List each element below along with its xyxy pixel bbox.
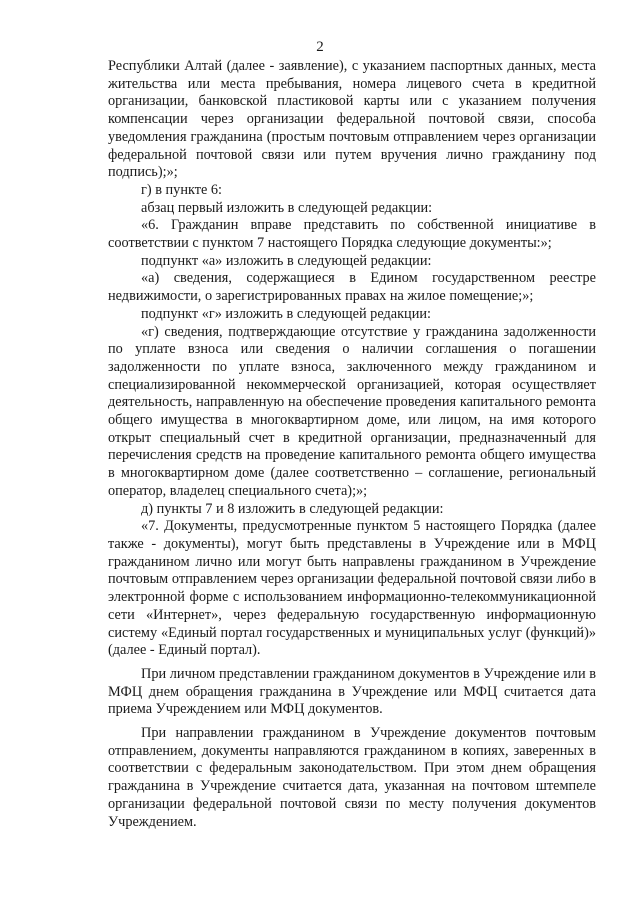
paragraph-5: подпункт «а» изложить в следующей редакции: <box>141 252 432 269</box>
page-number: 2 <box>316 39 324 55</box>
paragraph-6: «а) сведения, содержащиеся в Едином государственном реестре недвижимости, о зарегистрированных правах на жилое помещение;»; <box>108 270 596 305</box>
paragraph-11: При личном представлении гражданином документов в Учреждение или в МФЦ днем обращения гражданина в Учреждение или МФЦ считается дата приема Учреждением или МФЦ документов. <box>108 665 596 718</box>
paragraph-7: подпункт «г» изложить в следующей редакции: <box>141 305 431 322</box>
paragraph-3: абзац первый изложить в следующей редакции: <box>141 199 433 216</box>
paragraph-9: д) пункты 7 и 8 изложить в следующей редакции: <box>141 500 444 517</box>
paragraph-2: г) в пункте 6: <box>141 181 223 198</box>
paragraph-8: «г) сведения, подтверждающие отсутствие у гражданина задолженности по уплате взноса или сведения о наличии соглашения о погашении задолженности по уплате взноса, заключенного между гражданином и специализированной некоммерческой организацией, которая осуществляет деятельность, направленную на обеспечение проведения капитального ремонта общего имущества в многоквартирном доме, или лицом, на имя которого открыт специальный счет в кредитной организации, предназначенный для перечисления средств на проведение капитального ремонта общего имущества в многоквартирном доме (далее соответственно – соглашение, региональный оператор, владелец специального счета);»; <box>108 323 596 499</box>
paragraph-1: Республики Алтай (далее - заявление), с указанием паспортных данных, места жительства или места пребывания, номера лицевого счета в кредитной организации, банковской пластиковой карты или с указанием получения компенсации через организации федеральной почтовой связи, способа уведомления гражданина (простым почтовым отправлением через организации федеральной почтовой связи или путем вручения лично гражданину под подпись);»; <box>108 58 596 181</box>
paragraph-12: При направлении гражданином в Учреждение документов почтовым отправлением, документы направляются гражданином в копиях, заверенных в соответствии с федеральным законодательством. При этом днем обращения гражданина в Учреждение считается дата, указанная на почтовом штемпеле организации федеральной почтовой связи по месту получения документов Учреждением. <box>108 725 596 830</box>
paragraph-4: «6. Гражданин вправе представить по собственной инициативе в соответствии с пунктом 7 настоящего Порядка следующие документы:»; <box>108 217 596 252</box>
paragraph-10: «7. Документы, предусмотренные пунктом 5 настоящего Порядка (далее также - документы), могут быть представлены в Учреждение или в МФЦ гражданином лично или могут быть направлены гражданином в Учреждение почтовым отправлением через организации федеральной почтовой связи либо в электронной форме с использованием информационно-телекоммуникационной сети «Интернет», через федеральную государственную информационную систему «Единый портал государственных и муниципальных услуг (функций)» (далее - Единый портал). <box>108 518 596 659</box>
document-body <box>108 58 596 831</box>
